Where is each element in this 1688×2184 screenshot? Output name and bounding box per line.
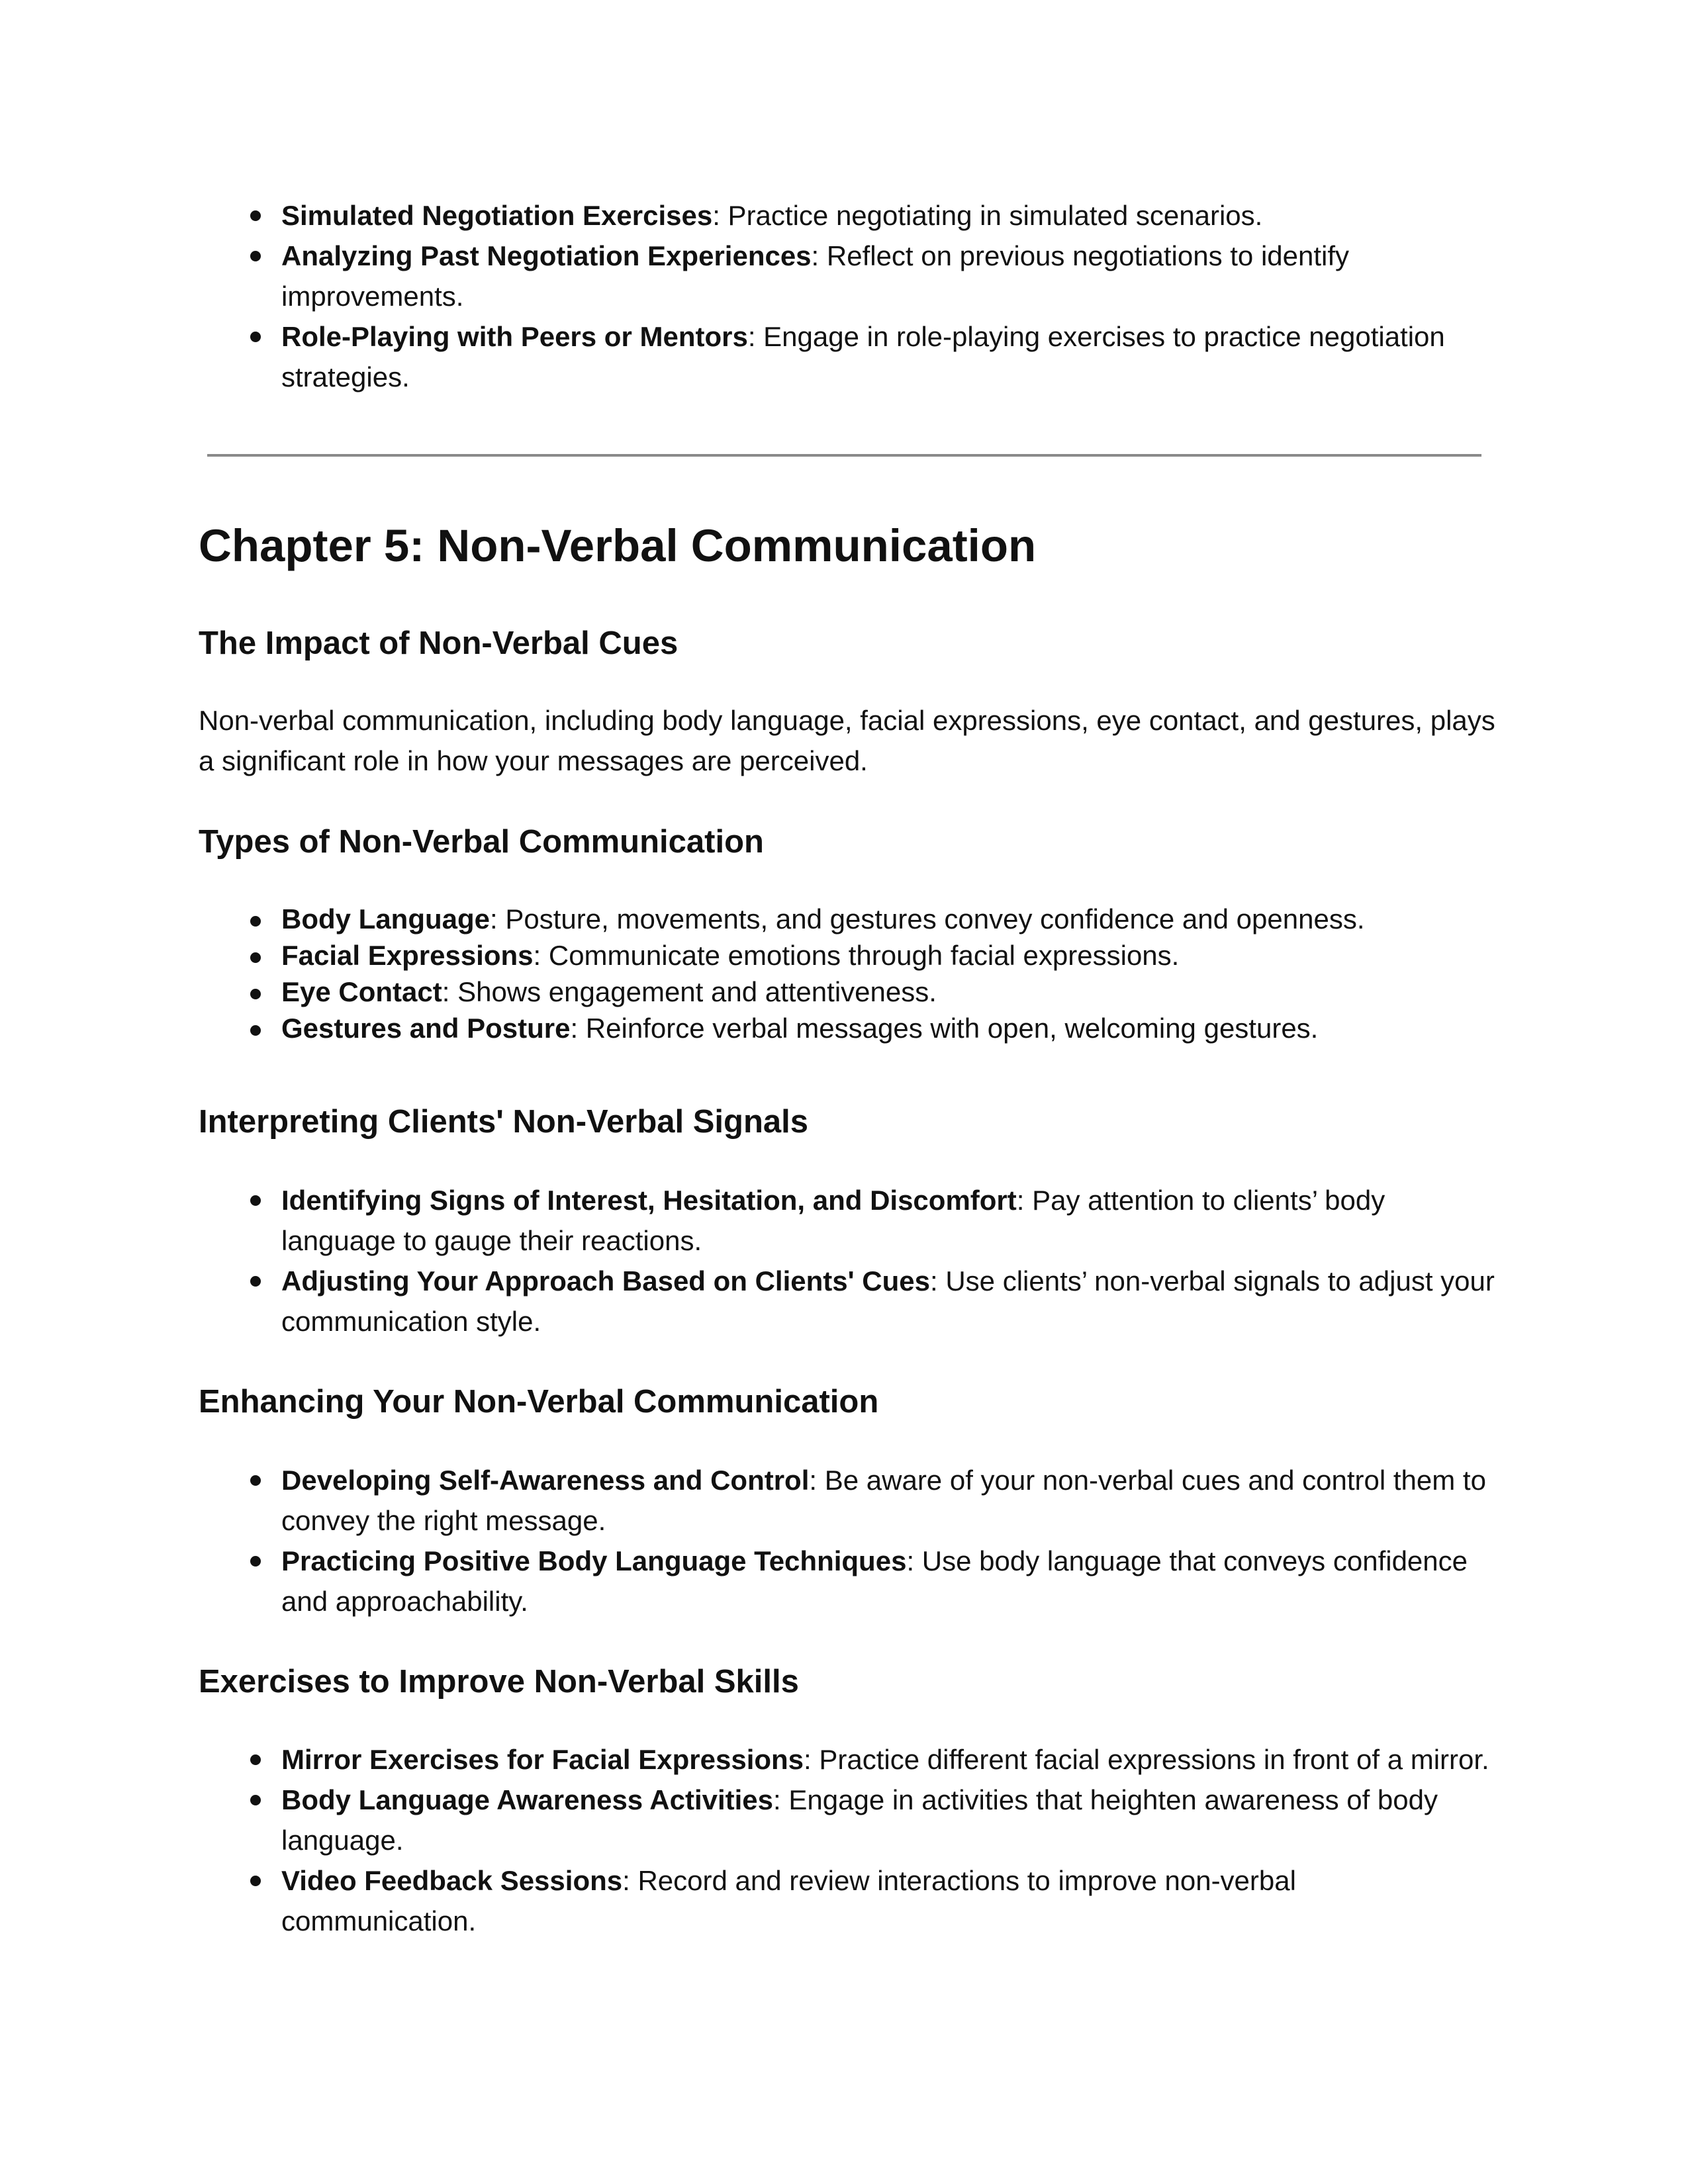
impact-paragraph: Non-verbal communication, including body language, facial expressions, eye contact, and gestures, plays a significant role in how your messages are perceived. xyxy=(199,705,1495,776)
list-item xyxy=(281,316,1496,397)
list-item-term: Body Language xyxy=(281,903,491,934)
list-item-desc: : Pay attention to clients’ body language to gauge their reactions. xyxy=(281,1185,1385,1256)
list-item-desc: : Communicate emotions through facial expressions. xyxy=(533,940,1180,971)
list-item-term: Facial Expressions xyxy=(281,940,534,971)
list-item-term: Role-Playing with Peers or Mentors xyxy=(281,321,748,352)
bullet-icon xyxy=(250,1556,261,1567)
bullet-icon xyxy=(250,1195,261,1206)
list-item-term: Simulated Negotiation Exercises xyxy=(281,200,713,231)
list-item-term: Body Language Awareness Activities xyxy=(281,1784,774,1815)
exercises-list xyxy=(199,1739,1496,1941)
list-item-desc: : Be aware of your non-verbal cues and control them to convey the right message. xyxy=(281,1465,1486,1536)
bullet-icon xyxy=(250,1754,261,1765)
list-item-desc: : Engage in role-playing exercises to practice negotiation strategies. xyxy=(281,321,1445,392)
section-heading-enhancing: Enhancing Your Non-Verbal Communication xyxy=(199,1384,879,1420)
list-item xyxy=(281,195,1496,236)
list-item xyxy=(281,1010,1496,1046)
list-item-term: Mirror Exercises for Facial Expressions xyxy=(281,1744,804,1775)
list-item-desc: : Shows engagement and attentiveness. xyxy=(442,976,937,1007)
list-item-term: Identifying Signs of Interest, Hesitation, and Discomfort xyxy=(281,1185,1017,1216)
section-heading-types: Types of Non-Verbal Communication xyxy=(199,824,764,860)
list-item xyxy=(281,1860,1496,1941)
list-item-term: Developing Self-Awareness and Control xyxy=(281,1465,810,1496)
list-item xyxy=(281,1739,1496,1780)
list-item xyxy=(281,974,1496,1010)
list-item-desc: : Record and review interactions to improve non-verbal communication. xyxy=(281,1865,1296,1936)
list-item xyxy=(281,901,1496,937)
list-item xyxy=(281,937,1496,974)
bullet-icon xyxy=(250,251,261,261)
bullet-icon xyxy=(250,210,261,221)
list-item-desc: : Practice negotiating in simulated scenarios. xyxy=(712,200,1263,231)
bullet-icon xyxy=(250,1795,261,1805)
enhancing-list-block xyxy=(199,1460,1496,1621)
types-list xyxy=(199,901,1496,1046)
list-item-term: Video Feedback Sessions xyxy=(281,1865,623,1896)
bullet-icon xyxy=(250,1276,261,1287)
list-item-desc: : Engage in activities that heighten awareness of body language. xyxy=(281,1784,1438,1856)
top-list-block xyxy=(199,195,1496,397)
list-item xyxy=(281,1780,1496,1860)
exercises-list-block xyxy=(199,1739,1496,1941)
list-item xyxy=(281,236,1496,316)
list-item xyxy=(281,1180,1496,1261)
list-item-desc: : Reinforce verbal messages with open, welcoming gestures. xyxy=(570,1013,1319,1044)
list-item xyxy=(281,1460,1496,1541)
list-item-term: Analyzing Past Negotiation Experiences xyxy=(281,240,812,271)
list-item-desc: : Use body language that conveys confidence and approachability. xyxy=(281,1545,1468,1617)
section-heading-impact: The Impact of Non-Verbal Cues xyxy=(199,625,679,661)
bullet-icon xyxy=(250,989,261,999)
types-list-block xyxy=(199,901,1496,1046)
chapter-title: Chapter 5: Non-Verbal Communication xyxy=(199,520,1037,571)
interpreting-list-block xyxy=(199,1180,1496,1342)
bullet-icon xyxy=(250,952,261,963)
list-item-term: Gestures and Posture xyxy=(281,1013,571,1044)
list-item-term: Practicing Positive Body Language Techniques xyxy=(281,1545,907,1576)
bullet-icon xyxy=(250,1876,261,1886)
list-item-desc: : Use clients’ non-verbal signals to adjust your communication style. xyxy=(281,1265,1495,1337)
section-heading-interpreting: Interpreting Clients' Non-Verbal Signals xyxy=(199,1104,809,1140)
list-item-term: Eye Contact xyxy=(281,976,442,1007)
bullet-icon xyxy=(250,1025,261,1036)
enhancing-list xyxy=(199,1460,1496,1621)
horizontal-divider xyxy=(207,454,1481,457)
section-heading-exercises: Exercises to Improve Non-Verbal Skills xyxy=(199,1664,799,1700)
bullet-icon xyxy=(250,1475,261,1486)
interpreting-list xyxy=(199,1180,1496,1342)
practice-list xyxy=(199,195,1496,397)
bullet-icon xyxy=(250,916,261,927)
list-item xyxy=(281,1541,1496,1621)
list-item-desc: : Reflect on previous negotiations to identify improvements. xyxy=(281,240,1350,312)
list-item xyxy=(281,1261,1496,1342)
list-item-term: Adjusting Your Approach Based on Clients' Cues xyxy=(281,1265,930,1297)
bullet-icon xyxy=(250,332,261,342)
list-item-desc: : Posture, movements, and gestures convey confidence and openness. xyxy=(490,903,1365,934)
list-item-desc: : Practice different facial expressions in front of a mirror. xyxy=(804,1744,1489,1775)
